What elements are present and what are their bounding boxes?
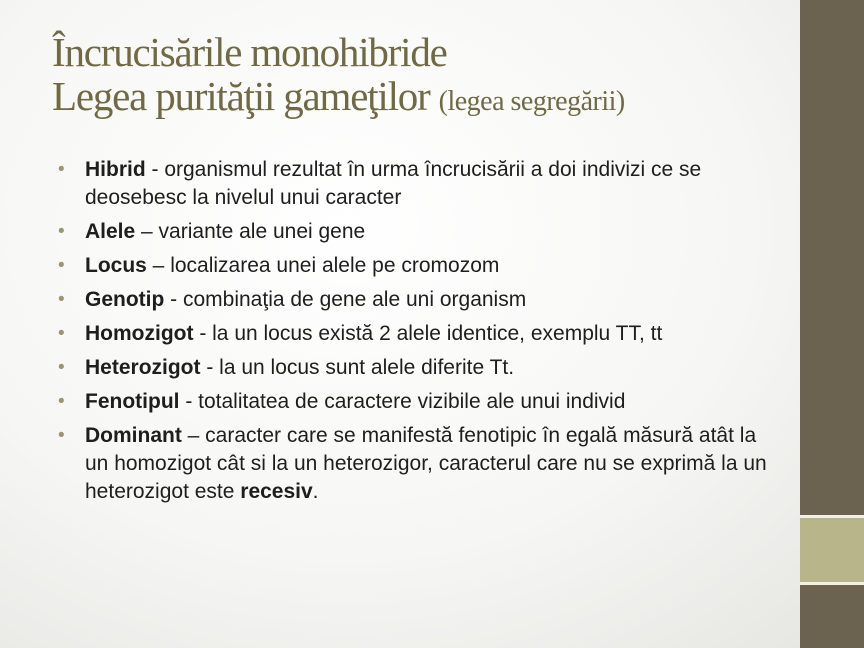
- list-item: [58, 354, 778, 382]
- term: Genotip: [85, 288, 165, 311]
- term-recesiv: recesiv: [240, 480, 313, 503]
- list-item: [58, 422, 778, 506]
- list-item: [58, 218, 778, 246]
- side-divider: [800, 582, 864, 585]
- bullet-icon: •: [58, 391, 65, 412]
- title-line-2: [52, 74, 792, 124]
- list-item: [58, 320, 778, 348]
- bullet-icon: •: [58, 221, 65, 242]
- list-item: [58, 286, 778, 314]
- title-line-2-main: Legea purităţii gameţilor: [52, 73, 430, 119]
- definition: - totalitatea de caractere vizibile ale unui individ: [179, 390, 626, 413]
- list-item: [58, 252, 778, 280]
- definition: - la un locus sunt alele diferite Tt.: [200, 356, 515, 379]
- definition: – variante ale unei gene: [135, 220, 366, 243]
- term: Heterozigot: [85, 356, 201, 379]
- list-item: [58, 388, 778, 416]
- bullet-list: [58, 156, 778, 512]
- bullet-icon: •: [58, 323, 65, 344]
- bullet-icon: •: [58, 289, 65, 310]
- title-line-1: Încrucisările monohibride: [52, 29, 447, 75]
- term: Dominant: [85, 424, 182, 447]
- slide-title: [52, 30, 792, 124]
- term: Hibrid: [85, 158, 146, 181]
- definition: - organismul rezultat în urma încrucisării a doi indivizi ce se deosebesc la nivelul unui caracter: [85, 158, 702, 209]
- bullet-icon: •: [58, 357, 65, 378]
- term: Fenotipul: [85, 390, 180, 413]
- term: Locus: [85, 254, 147, 277]
- term: Homozigot: [85, 322, 194, 345]
- bullet-icon: •: [58, 425, 65, 446]
- term: Alele: [85, 220, 136, 243]
- definition: – caracter care se manifestă fenotipic în egală măsură atât la un homozigot cât si la un heterozigor, caracterul care nu se exprimă la un heterozigot este: [85, 424, 767, 503]
- definition: - combinaţia de gene ale uni organism: [164, 288, 527, 311]
- definition: - la un locus există 2 alele identice, exemplu TT, tt: [193, 322, 663, 345]
- bullet-icon: •: [58, 159, 65, 180]
- list-item: [58, 156, 778, 212]
- side-accent-block: [800, 518, 864, 582]
- bullet-icon: •: [58, 255, 65, 276]
- definition-tail: .: [312, 480, 319, 503]
- title-line-2-subtitle: (legea segregării): [438, 86, 625, 117]
- definition: – localizarea unei alele pe cromozom: [146, 254, 500, 277]
